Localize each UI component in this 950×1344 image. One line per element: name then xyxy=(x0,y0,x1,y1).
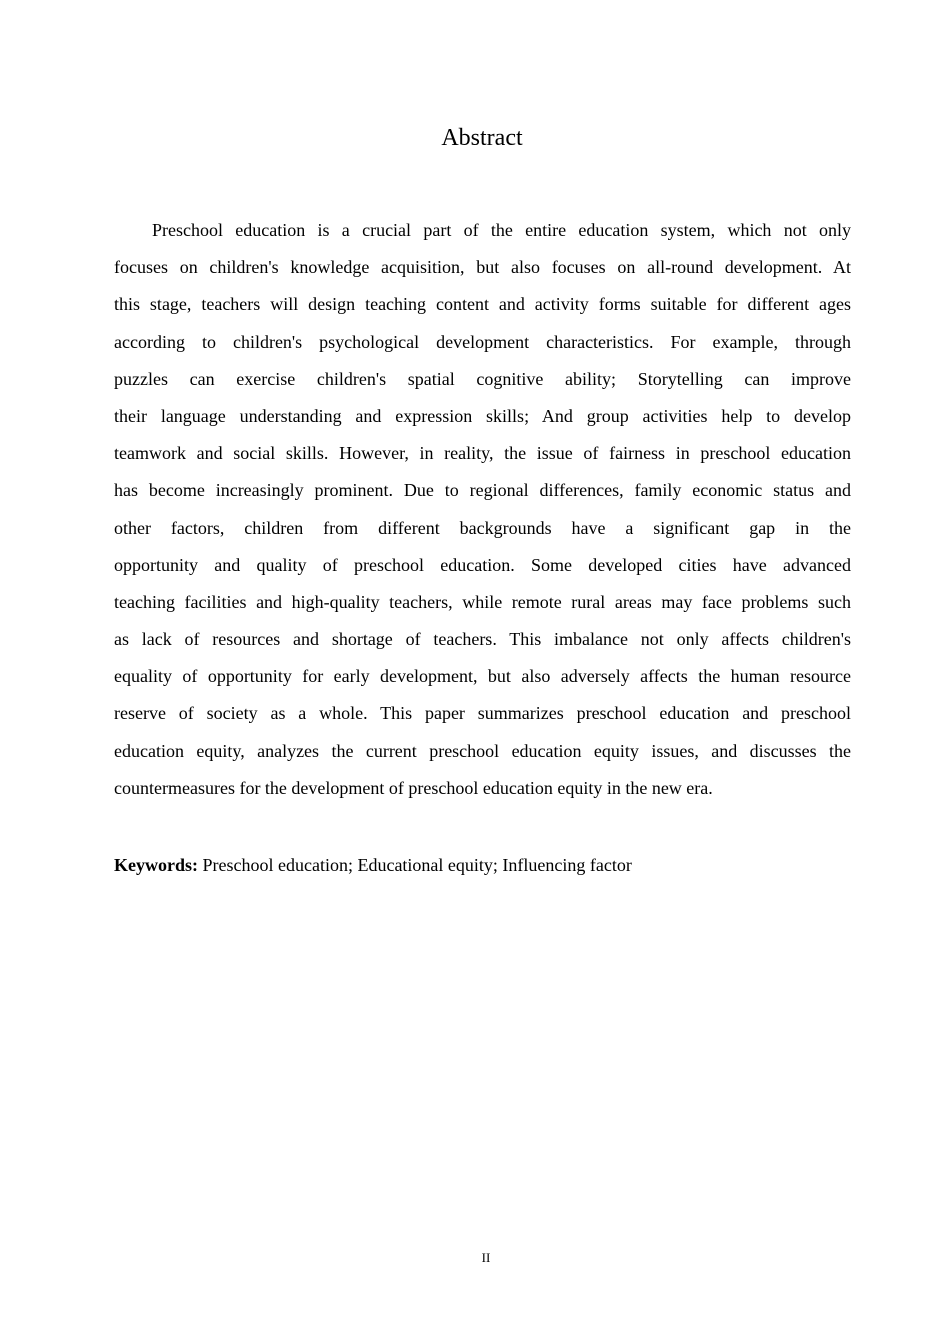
keywords xyxy=(114,852,632,878)
abstract-line: their language understanding and expression skills; And group activities help to develop xyxy=(114,405,851,426)
abstract-line: this stage, teachers will design teaching content and activity forms suitable for different ages xyxy=(114,294,851,315)
abstract-line: education equity, analyzes the current preschool education equity issues, and discusses the xyxy=(114,740,851,761)
abstract-paragraph xyxy=(114,212,851,807)
abstract-line: focuses on children's knowledge acquisition, but also focuses on all-round development. At xyxy=(114,257,851,278)
keywords-label: Keywords: xyxy=(114,855,198,875)
abstract-line: teamwork and social skills. However, in reality, the issue of fairness in preschool education xyxy=(114,443,851,464)
abstract-line: Preschool education is a crucial part of the entire education system, which not only xyxy=(152,220,851,240)
page-number: II xyxy=(481,1250,491,1265)
abstract-line: equality of opportunity for early development, but also adversely affects the human resource xyxy=(114,666,851,687)
abstract-line: opportunity and quality of preschool education. Some developed cities have advanced xyxy=(114,554,851,575)
abstract-title: Abstract xyxy=(441,125,523,151)
abstract-line: other factors, children from different backgrounds have a significant gap in the xyxy=(114,517,851,538)
keywords-text: Preschool education; Educational equity; Influencing factor xyxy=(198,855,632,875)
abstract-line: puzzles can exercise children's spatial cognitive ability; Storytelling can improve xyxy=(114,368,851,389)
abstract-line: has become increasingly prominent. Due to regional differences, family economic status and xyxy=(114,480,851,501)
abstract-line: teaching facilities and high-quality teachers, while remote rural areas may face problems such xyxy=(114,591,851,612)
abstract-line: countermeasures for the development of preschool education equity in the new era. xyxy=(114,777,713,798)
abstract-line: as lack of resources and shortage of teachers. This imbalance not only affects children's xyxy=(114,629,851,650)
abstract-line: according to children's psychological development characteristics. For example, through xyxy=(114,331,851,352)
abstract-line: reserve of society as a whole. This paper summarizes preschool education and preschool xyxy=(114,703,851,724)
